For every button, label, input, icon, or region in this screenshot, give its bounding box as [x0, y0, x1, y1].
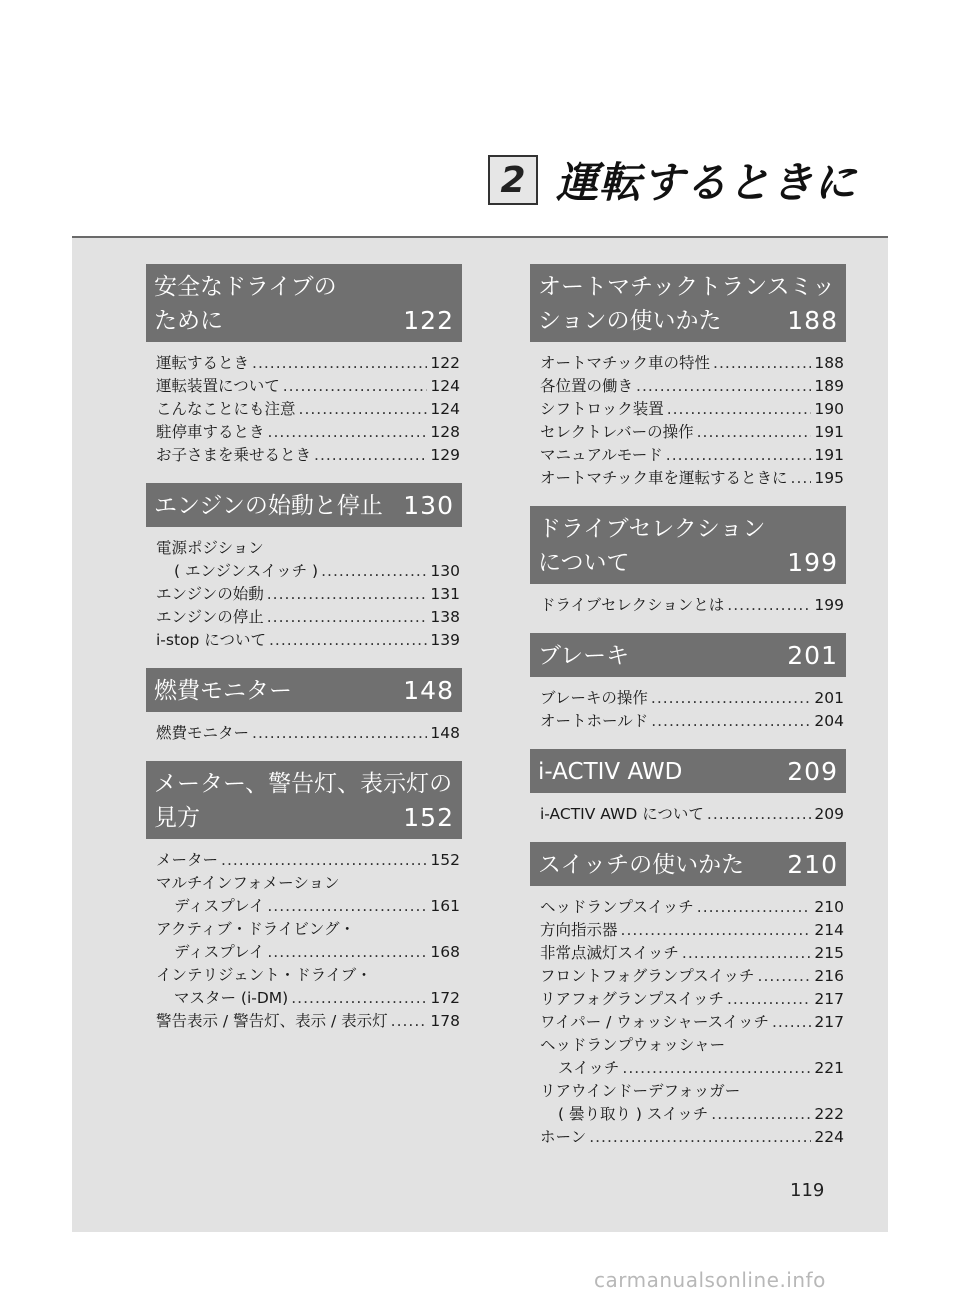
section-title: ションの使いかた — [538, 308, 722, 334]
entry-title: アクティブ・ドライビング・ — [156, 920, 356, 938]
toc-section — [146, 483, 462, 652]
dot-leader — [221, 849, 427, 872]
toc-entry[interactable] — [156, 421, 460, 444]
toc-entry[interactable] — [156, 606, 460, 629]
entry-title: お子さまを乗せるとき — [156, 446, 312, 464]
section-heading[interactable] — [146, 264, 462, 342]
toc-section — [530, 506, 846, 617]
entry-page: 191 — [814, 423, 844, 441]
toc-entry[interactable] — [156, 849, 460, 872]
chapter-number-box: 2 — [488, 155, 538, 205]
toc-entry[interactable] — [540, 1057, 844, 1080]
toc-entry[interactable] — [540, 803, 844, 826]
section-page: 201 — [787, 641, 838, 670]
entry-page: 199 — [814, 596, 844, 614]
entry-title: スイッチ — [558, 1059, 620, 1077]
section-heading[interactable] — [530, 264, 846, 342]
entry-title: ワイパー / ウォッシャースイッチ — [540, 1013, 769, 1031]
entry-page: 168 — [430, 943, 460, 961]
section-title: スイッチの使いかた — [538, 852, 745, 878]
section-page: 152 — [403, 803, 454, 832]
dot-leader — [391, 1010, 428, 1033]
dot-leader — [713, 352, 811, 375]
toc-entry[interactable] — [540, 965, 844, 988]
toc-section — [146, 264, 462, 467]
entry-page: 152 — [430, 851, 460, 869]
entry-title: i-stop について — [156, 631, 266, 649]
toc-entry[interactable] — [540, 421, 844, 444]
entry-title: 電源ポジション — [156, 539, 264, 557]
entry-page: 130 — [430, 562, 460, 580]
entry-title: ホーン — [540, 1128, 587, 1146]
entry-list — [146, 342, 462, 467]
dot-leader — [267, 895, 427, 918]
entry-title: リアフォグランプスイッチ — [540, 990, 724, 1008]
entry-page: 161 — [430, 897, 460, 915]
entry-title: 各位置の働き — [540, 377, 634, 395]
entry-title: エンジンの始動 — [156, 585, 264, 603]
toc-section — [530, 749, 846, 826]
entry-page: 178 — [430, 1012, 460, 1030]
entry-page: 188 — [814, 354, 844, 372]
section-title: i-ACTIV AWD — [538, 759, 683, 785]
entry-title: ヘッドランプウォッシャー — [540, 1036, 726, 1054]
entry-title: ディスプレイ — [174, 943, 265, 961]
section-title: 見方 — [154, 805, 200, 831]
toc-entry[interactable] — [156, 583, 460, 606]
toc-entry[interactable] — [540, 444, 844, 467]
dot-leader — [651, 710, 811, 733]
dot-leader — [252, 722, 427, 745]
section-title: オートマチックトランスミッ — [538, 274, 836, 300]
toc-entry[interactable] — [540, 352, 844, 375]
entry-page: 129 — [430, 446, 460, 464]
toc-entry[interactable] — [156, 987, 460, 1010]
dot-leader — [772, 1011, 811, 1034]
section-heading[interactable] — [530, 506, 846, 584]
entry-page: 139 — [430, 631, 460, 649]
toc-entry[interactable] — [156, 722, 460, 745]
section-title: について — [538, 550, 630, 576]
toc-entry[interactable] — [540, 687, 844, 710]
entry-page: 214 — [814, 921, 844, 939]
toc-entry[interactable] — [540, 942, 844, 965]
toc-entry[interactable] — [156, 375, 460, 398]
section-page: 188 — [787, 306, 838, 335]
entry-title: ( エンジンスイッチ ) — [174, 562, 319, 580]
dot-leader — [621, 919, 812, 942]
entry-page: 138 — [430, 608, 460, 626]
entry-list — [530, 793, 846, 826]
toc-section — [530, 633, 846, 733]
entry-page: 195 — [814, 469, 844, 487]
section-title: 燃費モニター — [154, 678, 292, 704]
entry-title: マルチインフォメーション — [156, 874, 340, 892]
entry-page: 124 — [430, 400, 460, 418]
watermark: carmanualsonline.info — [594, 1268, 826, 1292]
section-page: 199 — [787, 548, 838, 577]
entry-title: 駐停車するとき — [156, 423, 265, 441]
toc-section — [530, 842, 846, 1149]
entry-title: 方向指示器 — [540, 921, 618, 939]
section-page: 210 — [787, 850, 838, 879]
dot-leader — [697, 421, 812, 444]
entry-list — [146, 527, 462, 652]
entry-title: インテリジェント・ドライブ・ — [156, 966, 372, 984]
entry-page: 224 — [814, 1128, 844, 1146]
entry-title: フロントフォグランプスイッチ — [540, 967, 755, 985]
dot-leader — [291, 987, 427, 1010]
entry-title: ( 曇り取り ) スイッチ — [558, 1105, 709, 1123]
entry-page: 122 — [430, 354, 460, 372]
entry-page: 217 — [814, 1013, 844, 1031]
dot-leader — [299, 398, 428, 421]
chapter-title: 運転するときに — [556, 158, 858, 207]
toc-entry[interactable] — [540, 594, 844, 617]
section-heading[interactable] — [146, 483, 462, 527]
dot-leader — [697, 896, 812, 919]
section-title: ために — [154, 308, 223, 334]
toc-entry[interactable] — [540, 398, 844, 421]
section-heading[interactable] — [530, 842, 846, 886]
entry-list — [146, 712, 462, 745]
toc-section — [146, 668, 462, 745]
page-number: 119 — [790, 1180, 825, 1201]
toc-section — [146, 761, 462, 1033]
entry-title: ディスプレイ — [174, 897, 265, 915]
entry-title: リアウインドーデフォッガー — [540, 1082, 741, 1100]
entry-list — [530, 584, 846, 617]
toc-entry[interactable] — [540, 1103, 844, 1126]
entry-title: オートマチック車の特性 — [540, 354, 711, 372]
dot-leader — [252, 352, 427, 375]
entry-page: 124 — [430, 377, 460, 395]
entry-title: 非常点滅灯スイッチ — [540, 944, 679, 962]
entry-title: こんなことにも注意 — [156, 400, 296, 418]
dot-leader — [283, 375, 428, 398]
toc-entry[interactable] — [540, 1011, 844, 1034]
toc-entry[interactable] — [540, 1126, 844, 1149]
entry-page: 148 — [430, 724, 460, 742]
toc-right-column — [530, 264, 846, 1165]
toc-entry[interactable] — [156, 444, 460, 467]
toc-entry[interactable] — [156, 537, 460, 560]
dot-leader — [707, 803, 811, 826]
section-heading[interactable] — [146, 761, 462, 839]
entry-title: i-ACTIV AWD について — [540, 805, 704, 823]
chapter-header — [488, 152, 857, 208]
section-page: 148 — [403, 676, 454, 705]
toc-entry[interactable] — [156, 398, 460, 421]
section-page: 122 — [403, 306, 454, 335]
entry-page: 190 — [814, 400, 844, 418]
toc-entry[interactable] — [540, 1034, 844, 1057]
dot-leader — [268, 421, 428, 444]
dot-leader — [267, 606, 428, 629]
entry-page: 204 — [814, 712, 844, 730]
entry-title: セレクトレバーの操作 — [540, 423, 694, 441]
section-page: 130 — [403, 491, 454, 520]
dot-leader — [791, 467, 812, 490]
section-title: エンジンの始動と停止 — [154, 493, 383, 519]
entry-page: 221 — [814, 1059, 844, 1077]
entry-list — [530, 886, 846, 1149]
entry-title: エンジンの停止 — [156, 608, 264, 626]
dot-leader — [666, 444, 812, 467]
toc-entry[interactable] — [156, 941, 460, 964]
toc-entry[interactable] — [156, 629, 460, 652]
section-title: ブレーキ — [538, 643, 630, 669]
section-page: 209 — [787, 757, 838, 786]
entry-page: 217 — [814, 990, 844, 1008]
dot-leader — [314, 444, 427, 467]
entry-page: 201 — [814, 689, 844, 707]
section-heading[interactable] — [146, 668, 462, 712]
toc-section — [530, 264, 846, 490]
dot-leader — [727, 988, 811, 1011]
toc-entry[interactable] — [540, 919, 844, 942]
toc-entry[interactable] — [156, 895, 460, 918]
dot-leader — [651, 687, 812, 710]
dot-leader — [321, 560, 427, 583]
entry-list — [530, 677, 846, 733]
entry-page: 216 — [814, 967, 844, 985]
toc-entry[interactable] — [156, 872, 460, 895]
section-title: メーター、警告灯、表示灯の — [154, 771, 453, 797]
entry-page: 215 — [814, 944, 844, 962]
entry-page: 209 — [814, 805, 844, 823]
dot-leader — [622, 1057, 811, 1080]
toc-entry[interactable] — [156, 560, 460, 583]
entry-page: 131 — [430, 585, 460, 603]
toc-entry[interactable] — [156, 964, 460, 987]
toc-entry[interactable] — [156, 1010, 460, 1033]
toc-entry[interactable] — [540, 375, 844, 398]
toc-entry[interactable] — [540, 988, 844, 1011]
entry-page: 222 — [814, 1105, 844, 1123]
section-heading[interactable] — [530, 749, 846, 793]
entry-list — [530, 342, 846, 490]
entry-title: ドライブセレクションとは — [540, 596, 725, 614]
toc-entry[interactable] — [156, 352, 460, 375]
dot-leader — [727, 594, 811, 617]
entry-title: オートホールド — [540, 712, 649, 730]
entry-title: ヘッドランプスイッチ — [540, 898, 694, 916]
entry-list — [146, 839, 462, 1033]
dot-leader — [667, 398, 812, 421]
toc-left-column — [146, 264, 462, 1049]
section-heading[interactable] — [530, 633, 846, 677]
dot-leader — [589, 1126, 811, 1149]
entry-page: 128 — [430, 423, 460, 441]
entry-title: ブレーキの操作 — [540, 689, 648, 707]
section-title: ドライブセレクション — [538, 516, 766, 542]
entry-title: 運転装置について — [156, 377, 280, 395]
entry-title: 燃費モニター — [156, 724, 250, 742]
dot-leader — [269, 629, 427, 652]
dot-leader — [636, 375, 811, 398]
entry-page: 189 — [814, 377, 844, 395]
entry-title: シフトロック装置 — [540, 400, 664, 418]
dot-leader — [267, 583, 428, 606]
dot-leader — [711, 1103, 811, 1126]
toc-entry[interactable] — [540, 710, 844, 733]
toc-entry[interactable] — [540, 467, 844, 490]
dot-leader — [758, 965, 812, 988]
toc-entry[interactable] — [540, 1080, 844, 1103]
section-title: 安全なドライブの — [154, 274, 337, 300]
entry-title: マニュアルモード — [540, 446, 663, 464]
toc-entry[interactable] — [156, 918, 460, 941]
entry-title: メーター — [156, 851, 219, 869]
dot-leader — [682, 942, 812, 965]
dot-leader — [267, 941, 427, 964]
entry-title: 警告表示 / 警告灯、表示 / 表示灯 — [156, 1012, 388, 1030]
entry-title: マスター (i-DM) — [174, 989, 289, 1007]
entry-page: 172 — [430, 989, 460, 1007]
entry-title: 運転するとき — [156, 354, 250, 372]
entry-title: オートマチック車を運転するときに — [540, 469, 788, 487]
entry-page: 191 — [814, 446, 844, 464]
toc-entry[interactable] — [540, 896, 844, 919]
entry-page: 210 — [814, 898, 844, 916]
